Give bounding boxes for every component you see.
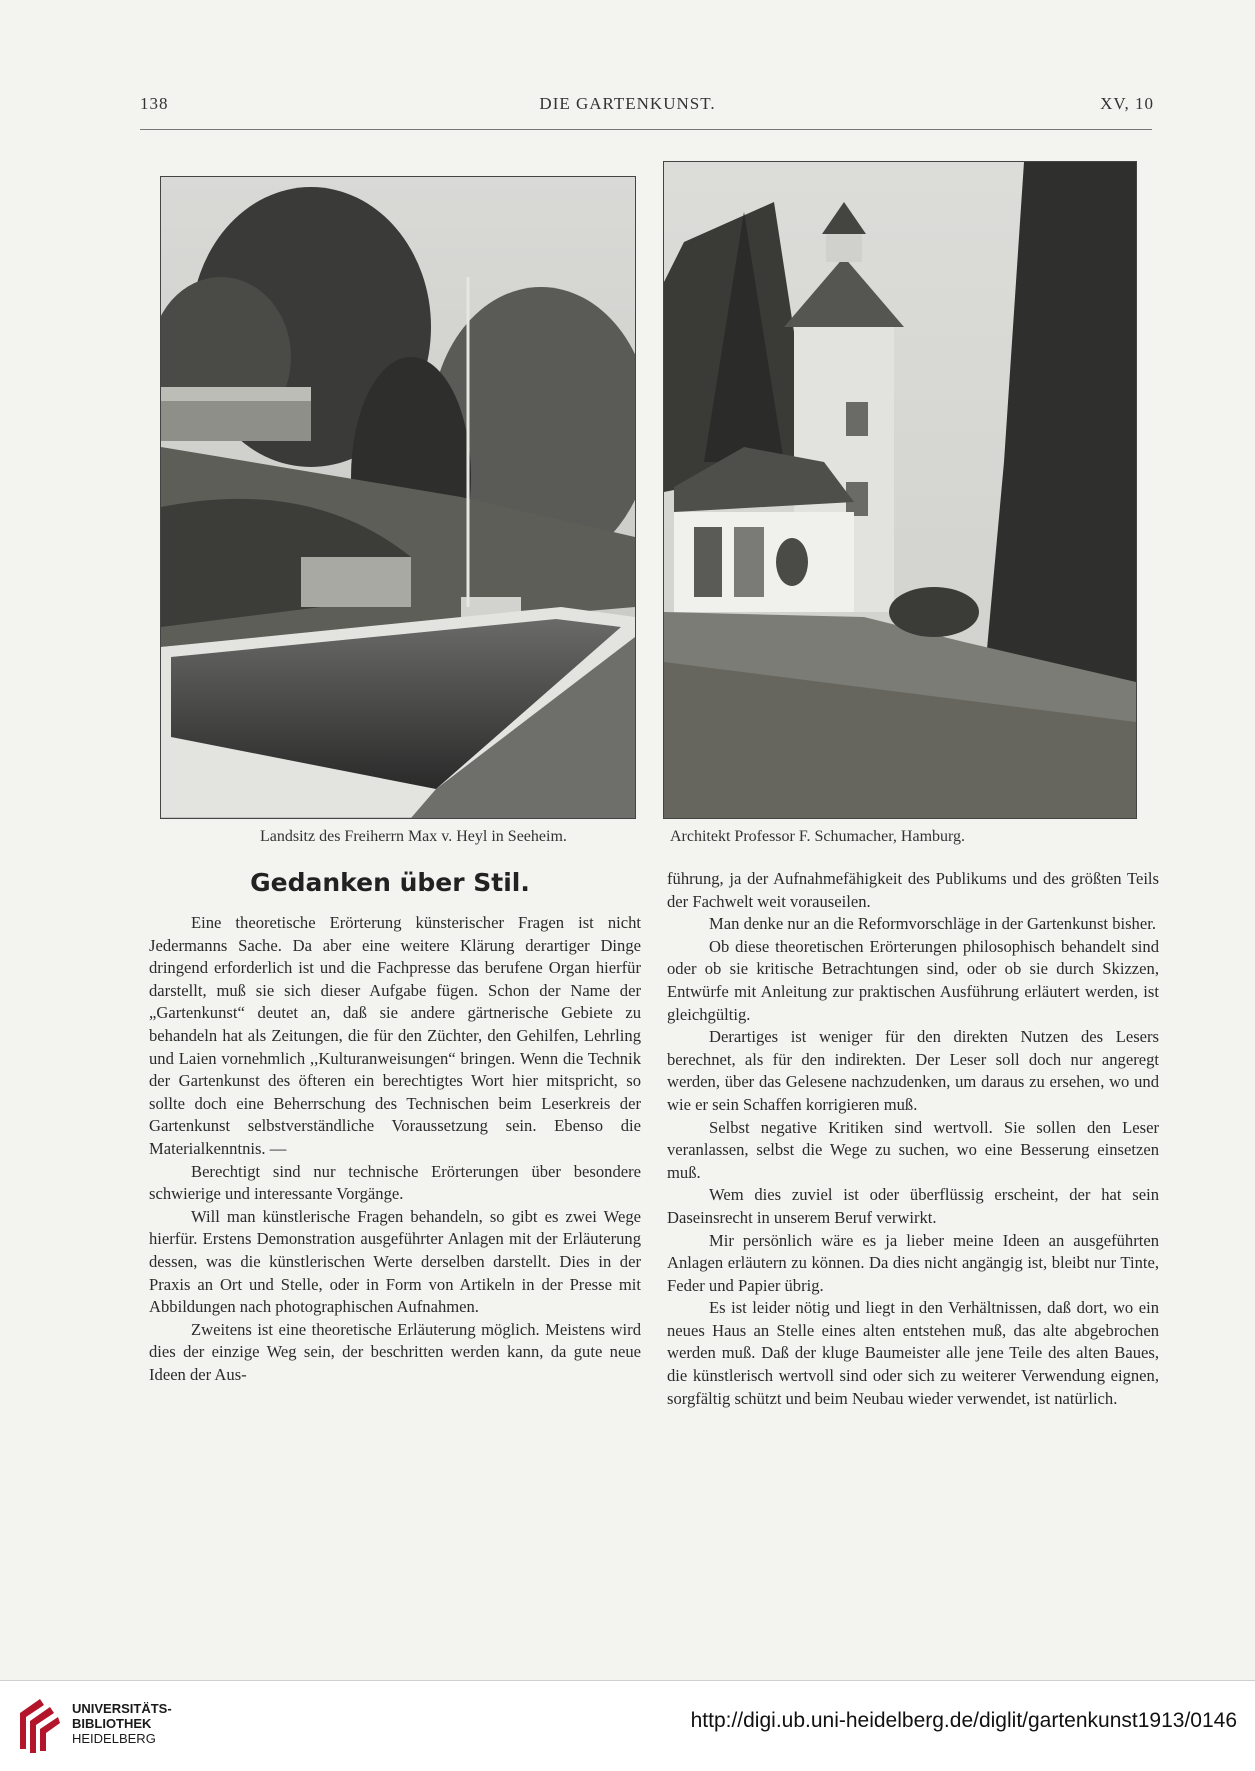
photo-fountain-garden-image bbox=[161, 177, 635, 818]
library-name-line: BIBLIOTHEK bbox=[72, 1716, 152, 1731]
library-logo-icon[interactable] bbox=[14, 1695, 64, 1760]
paragraph: Man denke nur an die Reformvorschläge in der Gartenkunst bisher. bbox=[709, 914, 1156, 934]
photo-tower-house-image bbox=[664, 162, 1136, 818]
library-name[interactable] bbox=[72, 1701, 172, 1746]
photo-tower-house bbox=[663, 161, 1137, 819]
photo-fountain-garden bbox=[160, 176, 636, 819]
paragraph: Zweitens ist eine theoretische Erläuterung möglich. Meistens wird dies der einzige Weg sein, der beschritten werden kann, da gute neue Ideen der Aus- bbox=[149, 1319, 641, 1384]
paragraph: Mir persönlich wäre es ja lieber meine Ideen an ausgeführten Anlagen erläutern zu können. Da dies nicht angängig ist, bleibt nur Tinte, Feder und Papier übrig. bbox=[667, 1230, 1159, 1295]
article-column-left bbox=[149, 912, 641, 1386]
photo-caption-right: Architekt Professor F. Schumacher, Hamburg. bbox=[670, 828, 966, 845]
page-number: 138 bbox=[140, 94, 169, 113]
library-name-line: UNIVERSITÄTS- bbox=[72, 1701, 172, 1716]
paragraph: Es ist leider nötig und liegt in den Verhältnissen, daß dort, wo ein neues Haus an Stelle eines alten entstehen muß, das alte abgebrochen werden muß. Daß der kluge Baumeister alle jene Teile des alten Baues, die künstlerisch wertvoll sind oder sich zu weiterer Verwendung eignen, sorgfältig schützt und beim Neubau wieder verwendet, ist natürlich. bbox=[667, 1298, 1159, 1408]
paragraph: Wem dies zuviel ist oder überflüssig erscheint, der hat sein Daseinsrecht in unserem Beruf verwirkt. bbox=[667, 1185, 1159, 1227]
paragraph: Berechtigt sind nur technische Erörterungen über besondere schwierige und interessante Vorgänge. bbox=[149, 1161, 641, 1204]
paragraph: Ob diese theoretischen Erörterungen philosophisch behandelt sind oder ob sie kritische Betrachtungen sind, oder ob sie durch Skizzen, Entwürfe mit Anleitung zur praktischen Ausführung erläutert werden, ist gleichgültig. bbox=[667, 936, 1159, 1024]
paragraph: Derartiges ist weniger für den direkten Nutzen des Lesers berechnet, als für den indirekten. Der Leser soll doch nur angeregt werden, über das Gelesene nachzudenken, um daraus zu ersehen, wo und wie er sein Schaffen korrigieren muß. bbox=[667, 1027, 1159, 1114]
permalink-url[interactable]: http://digi.ub.uni-heidelberg.de/diglit/gartenkunst1913/0146 bbox=[690, 1709, 1237, 1732]
paragraph: führung, ja der Aufnahmefähigkeit des Publikums und des größten Teils der Fachwelt weit vorauseilen. bbox=[667, 869, 1159, 911]
digitization-footer bbox=[0, 1680, 1255, 1771]
photo-caption-left: Landsitz des Freiherrn Max v. Heyl in Seeheim. bbox=[260, 828, 567, 845]
running-title: DIE GARTENKUNST. bbox=[539, 94, 716, 113]
article-column-right bbox=[667, 868, 1159, 1410]
volume-number: XV, 10 bbox=[1100, 94, 1154, 113]
header-rule bbox=[140, 129, 1152, 130]
article-title: Gedanken über Stil. bbox=[250, 868, 530, 897]
library-name-line: HEIDELBERG bbox=[72, 1731, 156, 1746]
paragraph: Selbst negative Kritiken sind wertvoll. Sie sollen den Leser veranlassen, selbst die Wege zu suchen, wo eine Besserung einsetzen muß. bbox=[667, 1117, 1159, 1182]
paragraph: Will man künstlerische Fragen behandeln, so gibt es zwei Wege hierfür. Erstens Demonstration ausgeführter Anlagen mit der Erläuterung dessen, was die künstlerischen Werte derselben darstellt. Dies in der Praxis an Ort und Stelle, oder in Form von Artikeln in der Presse mit Abbildungen nach photographischen Aufnahmen. bbox=[149, 1206, 641, 1317]
paragraph: Eine theoretische Erörterung künsterischer Fragen ist nicht Jedermanns Sache. Da aber eine weitere Klärung derartiger Dinge dringend erforderlich ist und die Fachpresse das berufene Organ hierfür darstellt, muß sie sich dieser Aufgabe fügen. Schon der Name der „Gartenkunst“ deutet an, daß sie andere gärtnerische Gebiete zu behandeln hat als Zeitungen, die für den Züchter, den Gehilfen, Lehrling und Laien vornehmlich ,,Kulturanweisungen“ bringen. Wenn die Technik der Gartenkunst des öfteren ein berechtigtes Wort hier mitspricht, so sollte doch eine Beherrschung des Technischen beim Leserkreis der Gartenkunst selbstverständliche Voraussetzung sein. Ebenso die Materialkenntnis. — bbox=[149, 913, 641, 1158]
